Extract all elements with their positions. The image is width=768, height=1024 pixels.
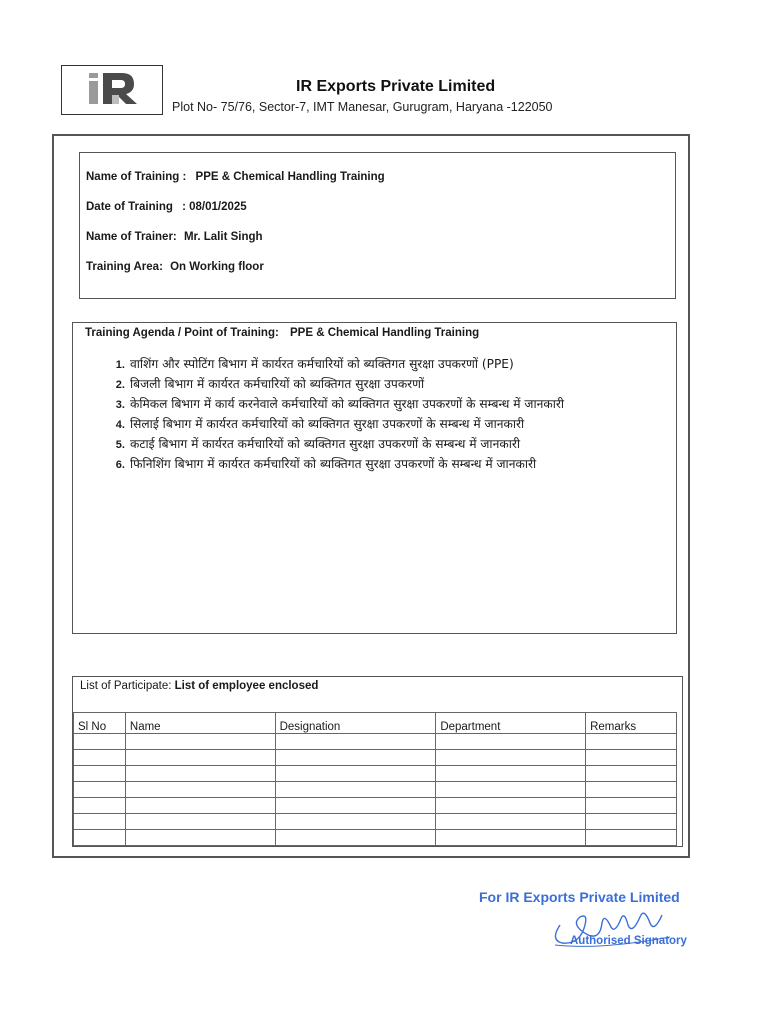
agenda-label: Training Agenda / Point of Training: xyxy=(85,327,279,339)
table-row xyxy=(74,830,677,846)
company-name: IR Exports Private Limited xyxy=(296,78,496,95)
table-row xyxy=(74,814,677,830)
participants-table xyxy=(73,712,677,846)
agenda-item: 3. केमिकल बिभाग में कार्य करनेवाले कर्मचारियों को ब्यक्तिगत सुरक्षा उपकरणों के सम्बन्ध में जानकारी xyxy=(128,394,688,414)
table-row xyxy=(74,750,677,766)
participants-value: List of employee enclosed xyxy=(174,680,319,692)
training-name-label: Name of Training : xyxy=(86,171,187,183)
participants-heading xyxy=(80,680,318,692)
training-date-row xyxy=(86,201,247,213)
col-sl-no: Sl No xyxy=(74,713,126,734)
training-date-label: Date of Training xyxy=(86,201,173,213)
col-designation: Designation xyxy=(275,713,436,734)
agenda-heading xyxy=(85,327,479,339)
stamp-role: Authorised Signatory xyxy=(570,935,687,947)
col-name: Name xyxy=(125,713,275,734)
ir-logo-icon xyxy=(62,66,161,113)
trainer-label: Name of Trainer: xyxy=(86,231,177,243)
agenda-item: 1. वाशिंग और स्पोटिंग बिभाग में कार्यरत कर्मचारियों को ब्यक्तिगत सुरक्षा उपकरणों (PPE) xyxy=(128,354,688,374)
table-header-row xyxy=(74,713,677,734)
agenda-list xyxy=(100,354,688,474)
agenda-item: 5. कटाई बिभाग में कार्यरत कर्मचारियों को ब्यक्तिगत सुरक्षा उपकरणों के सम्बन्ध में जानकारी xyxy=(128,434,688,454)
agenda-item: 2. बिजली बिभाग में कार्यरत कर्मचारियों को ब्यक्तिगत सुरक्षा उपकरणों xyxy=(128,374,688,394)
table-row xyxy=(74,798,677,814)
trainer-value: Mr. Lalit Singh xyxy=(183,231,263,243)
stamp-company-line: For IR Exports Private Limited xyxy=(479,889,680,905)
company-logo xyxy=(61,65,163,115)
col-remarks: Remarks xyxy=(586,713,677,734)
training-name-value: PPE & Chemical Handling Training xyxy=(195,171,385,183)
table-row xyxy=(74,782,677,798)
training-name-row xyxy=(86,171,385,183)
table-row xyxy=(74,766,677,782)
table-row xyxy=(74,734,677,750)
col-department: Department xyxy=(436,713,586,734)
training-area-value: On Working floor xyxy=(170,261,264,273)
agenda-value: PPE & Chemical Handling Training xyxy=(290,327,480,339)
agenda-item: 4. सिलाई बिभाग में कार्यरत कर्मचारियों को ब्यक्तिगत सुरक्षा उपकरणों के सम्बन्ध में जानकारी xyxy=(128,414,688,434)
trainer-row xyxy=(86,231,263,243)
company-address: Plot No- 75/76, Sector-7, IMT Manesar, Gurugram, Haryana -122050 xyxy=(172,100,553,114)
participants-label: List of Participate: xyxy=(80,680,172,692)
agenda-item: 6. फिनिशिंग बिभाग में कार्यरत कर्मचारियों को ब्यक्तिगत सुरक्षा उपकरणों के सम्बन्ध में जानकारी xyxy=(128,454,688,474)
training-area-label: Training Area: xyxy=(86,261,163,273)
training-date-value: : 08/01/2025 xyxy=(182,201,247,213)
training-area-row xyxy=(86,261,264,273)
